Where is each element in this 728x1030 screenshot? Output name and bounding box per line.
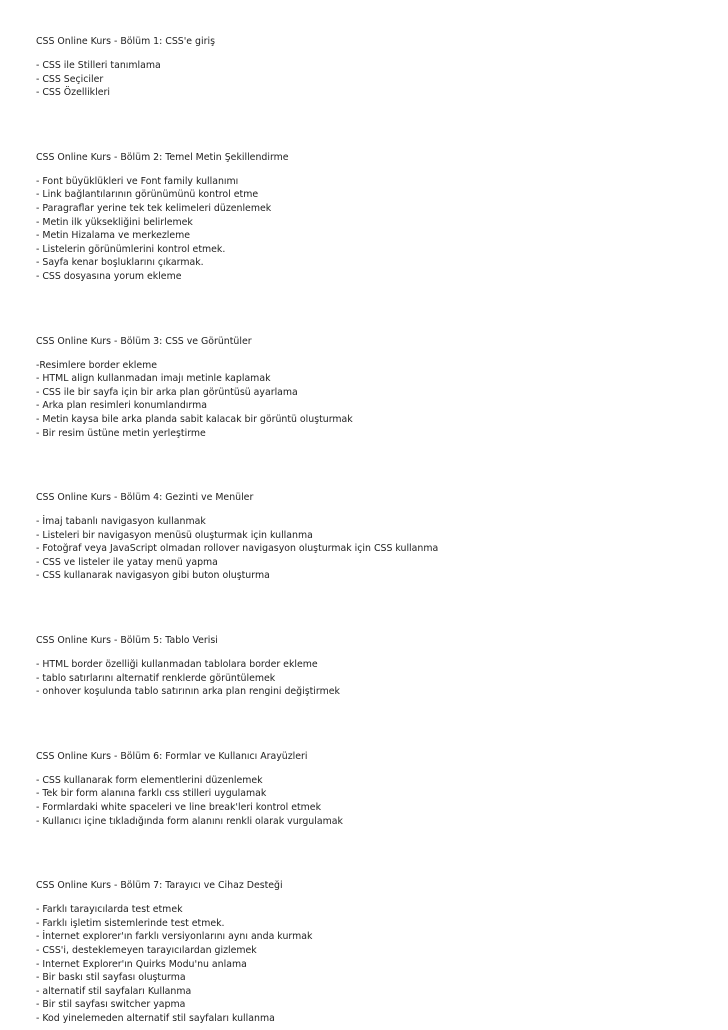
- section-item-list: [36, 774, 706, 828]
- list-item: - Arka plan resimleri konumlandırma: [36, 400, 207, 412]
- list-item: - Paragraflar yerine tek tek kelimeleri düzenlemek: [36, 202, 272, 214]
- list-item: - Internet Explorer'ın Quirks Modu'nu anlama: [36, 958, 247, 970]
- section-1: [36, 35, 706, 100]
- list-item: - Metin ilk yüksekliğini belirlemek: [36, 216, 193, 228]
- section-title: CSS Online Kurs - Bölüm 6: Formlar ve Kullanıcı Arayüzleri: [36, 750, 308, 762]
- section-item-list: [36, 515, 706, 583]
- list-item: - Fotoğraf veya JavaScript olmadan rollover navigasyon oluşturmak için CSS kullanma: [36, 543, 439, 555]
- list-item: - Metin kaysa bile arka planda sabit kalacak bir görüntü oluşturmak: [36, 413, 353, 425]
- list-item: - alternatif stil sayfaları Kullanma: [36, 985, 192, 997]
- list-item: - Kod yinelemeden alternatif stil sayfaları kullanma: [36, 1012, 275, 1024]
- list-item: - CSS Seçiciler: [36, 73, 104, 85]
- list-item: - HTML border özelliği kullanmadan tablolara border ekleme: [36, 659, 318, 671]
- list-item: - Font büyüklükleri ve Font family kullanımı: [36, 175, 239, 187]
- list-item: - Link bağlantılarının görünümünü kontrol etme: [36, 189, 259, 201]
- list-item: - İnternet explorer'ın farklı versiyonlarını aynı anda kurmak: [36, 931, 313, 943]
- list-item: - Tek bir form alanına farklı css stilleri uygulamak: [36, 788, 267, 800]
- list-item: - Farklı işletim sistemlerinde test etmek.: [36, 917, 225, 929]
- list-item: - CSS kullanarak navigasyon gibi buton oluşturma: [36, 570, 270, 582]
- section-4: [36, 491, 706, 583]
- section-title: CSS Online Kurs - Bölüm 5: Tablo Verisi: [36, 635, 218, 647]
- section-spacer: [36, 699, 706, 750]
- list-item: - Formlardaki white spaceleri ve line break'leri kontrol etmek: [36, 802, 321, 814]
- list-item: - CSS Özellikleri: [36, 87, 110, 99]
- section-item-list: [36, 359, 706, 441]
- section-spacer: [36, 828, 706, 879]
- section-item-list: [36, 903, 706, 1025]
- section-title: CSS Online Kurs - Bölüm 1: CSS'e giriş: [36, 36, 215, 47]
- section-7: [36, 879, 706, 1025]
- section-spacer: [36, 100, 706, 151]
- section-5: [36, 634, 706, 699]
- section-title: CSS Online Kurs - Bölüm 4: Gezinti ve Menüler: [36, 492, 254, 504]
- list-item: - Bir baskı stil sayfası oluşturma: [36, 972, 186, 984]
- list-item: - Bir resim üstüne metin yerleştirme: [36, 427, 206, 439]
- section-item-list: [36, 59, 706, 100]
- document-page: [36, 35, 706, 1026]
- list-item: - İmaj tabanlı navigasyon kullanmak: [36, 516, 206, 528]
- section-title: CSS Online Kurs - Bölüm 7: Tarayıcı ve Cihaz Desteği: [36, 880, 283, 892]
- list-item: - Bir stil sayfası switcher yapma: [36, 999, 186, 1011]
- list-item: - CSS'i, desteklemeyen tarayıcılardan gizlemek: [36, 945, 257, 956]
- list-item: -Resimlere border ekleme: [36, 359, 158, 371]
- section-title: CSS Online Kurs - Bölüm 2: Temel Metin Şekillendirme: [36, 151, 289, 163]
- section-3: [36, 335, 706, 441]
- list-item: - Sayfa kenar boşluklarını çıkarmak.: [36, 257, 204, 269]
- section-spacer: [36, 284, 706, 335]
- list-item: - onhover koşulunda tablo satırının arka plan rengini değiştirmek: [36, 686, 340, 698]
- section-2: [36, 151, 706, 284]
- list-item: - Kullanıcı içine tıkladığında form alanını renkli olarak vurgulamak: [36, 815, 343, 827]
- section-spacer: [36, 583, 706, 634]
- list-item: - Listelerin görünümlerini kontrol etmek.: [36, 243, 226, 255]
- section-item-list: [36, 658, 706, 699]
- section-6: [36, 750, 706, 828]
- list-item: - CSS ve listeler ile yatay menü yapma: [36, 556, 218, 568]
- list-item: - Listeleri bir navigasyon menüsü oluşturmak için kullanma: [36, 529, 313, 541]
- list-item: - Metin Hizalama ve merkezleme: [36, 230, 191, 242]
- section-title: CSS Online Kurs - Bölüm 3: CSS ve Görüntüler: [36, 335, 252, 347]
- list-item: - CSS dosyasına yorum ekleme: [36, 270, 182, 282]
- list-item: - CSS ile Stilleri tanımlama: [36, 60, 161, 71]
- list-item: - Farklı tarayıcılarda test etmek: [36, 904, 183, 916]
- section-item-list: [36, 175, 706, 284]
- list-item: - HTML align kullanmadan imajı metinle kaplamak: [36, 373, 271, 385]
- list-item: - tablo satırlarını alternatif renklerde görüntülemek: [36, 672, 276, 684]
- section-spacer: [36, 440, 706, 491]
- list-item: - CSS ile bir sayfa için bir arka plan görüntüsü ayarlama: [36, 386, 298, 398]
- list-item: - CSS kullanarak form elementlerini düzenlemek: [36, 774, 263, 786]
